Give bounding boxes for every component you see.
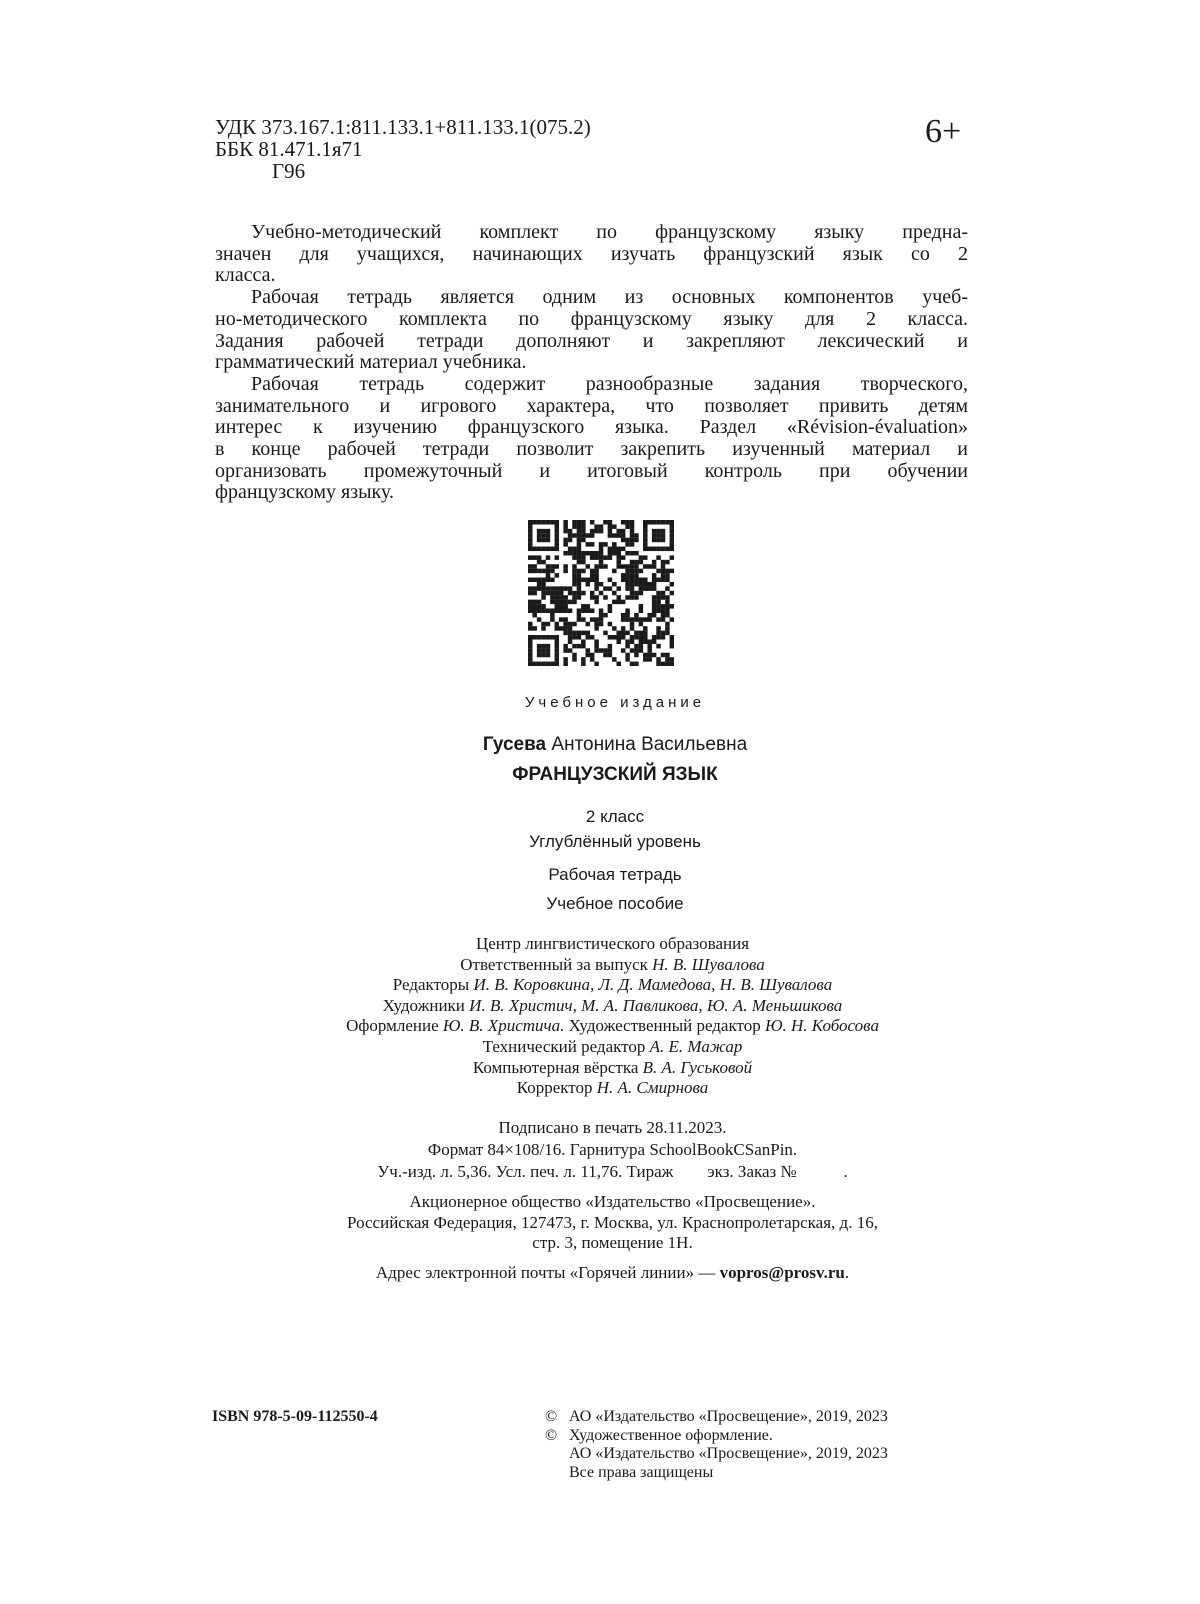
author-mark: Г96 [272,159,306,183]
annotation-line: грамматический материал учебника. [215,351,527,374]
annotation-line: Задания рабочей тетради дополняют и закрепляют лексический и [215,329,968,352]
hotline-email: Адрес электронной почты «Горячей линии» — vopros@prosv.ru. [375,1263,850,1282]
annotation-line: Рабочая тетрадь содержит разнообразные задания творческого, [251,372,968,395]
bbk-code: ББК 81.471.1я71 [215,137,363,161]
credits [200,934,1025,1099]
author-surname: Гусева [482,734,547,755]
copyright-icon: © [545,1408,558,1425]
annotation-line: Учебно-методический комплект по французскому языку предна- [251,221,968,243]
editors: Редакторы И. В. Коровкина, Л. Д. Мамедова, Н. В. Шувалова [392,975,833,995]
proofreader: Корректор Н. А. Смирнова [516,1078,709,1098]
signed-date: Подписано в печать 28.11.2023. [498,1118,727,1137]
isbn: ISBN 978-5-09-112550-4 [212,1408,378,1425]
copyright: © АО «Издательство «Просвещение», 2019, 2023 © Художественное оформление. АО «Издательство «Просвещение», 2019, 2023 Все права защищены [545,1408,888,1481]
age-rating: 6+ [925,113,962,150]
udk-code: УДК 373.167.1:811.133.1+811.133.1(075.2) [215,115,591,139]
annotation-line: класса. [215,264,276,287]
annotation-line: в конце рабочей тетради позволит закрепить изученный материал и [215,438,968,461]
book-genre: Учебное пособие [546,894,684,913]
annotation-line: интерес к изучению французского языка. Раздел «Révision-évaluation» [215,416,968,439]
annotation-line: организовать промежуточный и итоговый контроль при обучении [215,459,968,482]
publisher-name: Акционерное общество «Издательство «Просвещение». [409,1192,816,1211]
print-info [200,1117,1025,1284]
rights-reserved: Все права защищены [569,1463,714,1481]
book-type: Рабочая тетрадь [548,865,682,884]
center: Центр лингвистического образования [475,934,750,953]
tech-editor: Технический редактор А. Е. Мажар [482,1036,743,1056]
grade: 2 класс [585,807,645,826]
annotation-line: но-методического комплекта по французскому языку для 2 класса. [215,307,968,330]
artists: Художники И. В. Христич, М. А. Павликова, Ю. А. Меньшикова [382,995,843,1015]
format: Формат 84×108/16. Гарнитура SchoolBookCSanPin. [427,1140,798,1159]
responsible: Ответственный за выпуск Н. В. Шувалова [460,954,765,974]
author-name: Антонина Васильевна [551,734,748,755]
author [300,734,930,756]
edition-type: Учебное издание [524,694,706,711]
qr-code [528,520,674,666]
design: Оформление Ю. В. Христича. Художественный редактор Ю. Н. Кобосова [346,1016,879,1036]
sheets: Уч.-изд. л. 5,36. Усл. печ. л. 11,76. Тираж экз. Заказ № . [377,1162,848,1181]
copyright-icon: © [545,1426,558,1444]
annotation [215,222,968,504]
annotation-line: занимательного и игрового характера, что позволяет привить детям [215,394,968,417]
annotation-line: французскому языку. [215,481,394,504]
level: Углублённый уровень [529,832,701,851]
publisher-address: Российская Федерация, 127473, г. Москва, ул. Краснопролетарская, д. 16, [347,1213,878,1232]
publisher-address-2: стр. 3, помещение 1Н. [532,1233,693,1252]
layout-credit: Компьютерная вёрстка В. А. Гуськовой [472,1057,753,1077]
annotation-line: значен для учащихся, начинающих изучать французский язык со 2 [215,242,968,265]
annotation-line: Рабочая тетрадь является одним из основных компонентов учеб- [251,286,968,309]
book-title: ФРАНЦУЗСКИЙ ЯЗЫК [512,764,718,785]
email-link[interactable]: vopros@prosv.ru [719,1263,845,1282]
classification-codes [215,116,591,182]
